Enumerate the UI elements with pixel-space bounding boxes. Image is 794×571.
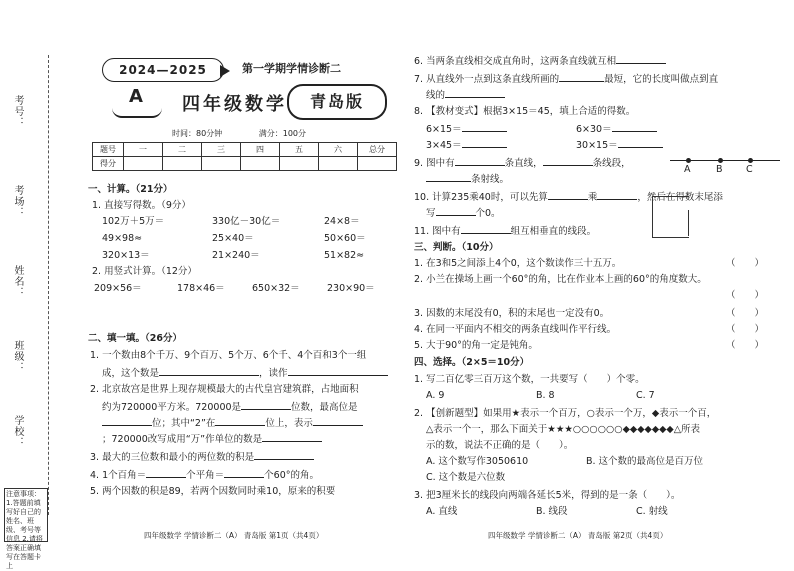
table-cell[interactable] — [202, 157, 241, 171]
answer-blank[interactable] — [426, 172, 471, 182]
name-label: 姓名： — [12, 265, 23, 298]
score-table — [92, 142, 397, 171]
text: 乘 — [587, 192, 598, 203]
table-row — [93, 157, 397, 171]
text: 11. 图中有 — [414, 226, 461, 237]
fill-q5: 5. 两个因数的积是89，若两个因数同时乘10，原来的积要 — [90, 486, 336, 497]
point-b — [718, 158, 723, 163]
point-label: C — [746, 164, 753, 175]
text: 条直线， — [504, 158, 543, 169]
calc-item: 330亿－30亿＝ — [212, 216, 281, 227]
judge-mark[interactable]: （ ） — [726, 308, 765, 319]
answer-blank[interactable] — [224, 468, 264, 478]
choice-option[interactable]: A. 直线 — [426, 506, 458, 517]
text: 6×30＝ — [576, 124, 612, 135]
fill-q7 — [414, 72, 718, 86]
judge-q2: 2. 小兰在操场上画一个60°的角，比在作业本上画的60°的角度数大。 — [414, 274, 707, 285]
answer-blank[interactable] — [616, 54, 666, 64]
section-choice-title: 四、选择。（2×5＝10分） — [414, 357, 530, 368]
fill-q3 — [90, 450, 314, 464]
table-row — [93, 143, 397, 157]
table-cell: 总分 — [358, 143, 397, 157]
text: ，然后在得数末尾添 — [637, 192, 723, 203]
choice-q2: 2. 【创新题型】如果用★表示一个百万，○表示一个万，◆表示一个百， — [414, 408, 717, 419]
fill-q8-d — [576, 138, 663, 152]
q-vertical-calc: 2. 用竖式计算。（12分） — [92, 266, 197, 277]
answer-blank[interactable] — [543, 156, 593, 166]
judge-q4: 4. 在同一平面内不相交的两条直线叫作平行线。 — [414, 324, 617, 335]
fill-q8: 8. 【教材变式】根据3×15＝45，填上合适的得数。 — [414, 106, 636, 117]
text: 约为720000平方米。720000是 — [102, 402, 242, 413]
answer-blank[interactable] — [445, 88, 505, 98]
fill-q2-cont3 — [102, 432, 322, 446]
text: 个60°的角。 — [264, 470, 319, 481]
answer-blank[interactable] — [618, 138, 663, 148]
text: 1. 在3和5之间添上4个0，这个数读作三十五万。 — [414, 258, 622, 269]
table-cell[interactable] — [124, 157, 163, 171]
fill-q9 — [414, 156, 631, 170]
calc-item: 50×60＝ — [324, 233, 366, 244]
text: 条射线。 — [471, 174, 510, 185]
exam-banner — [102, 52, 392, 124]
fill-q7-cont — [426, 88, 505, 102]
answer-blank[interactable] — [461, 224, 511, 234]
text: ，读作 — [259, 368, 288, 379]
vertical-item: 650×32＝ — [252, 283, 300, 294]
judge-mark[interactable]: （ ） — [726, 340, 765, 351]
section-fill-title: 二、填一填。（26分） — [88, 333, 182, 344]
choice-option[interactable]: C. 7 — [636, 390, 655, 401]
page-1 — [62, 0, 397, 561]
text: 位；其中“2”在 — [152, 418, 216, 429]
point-label: A — [684, 164, 691, 175]
fill-q2: 2. 北京故宫是世界上现存规模最大的古代皇宫建筑群，占地面积 — [90, 384, 359, 395]
time-limit: 时间：80分钟 — [172, 129, 223, 138]
judge-mark[interactable]: （ ） — [726, 258, 765, 269]
answer-blank[interactable] — [313, 416, 363, 426]
table-cell: 三 — [202, 143, 241, 157]
judge-mark[interactable]: （ ） — [726, 290, 765, 301]
text: 6×15＝ — [426, 124, 462, 135]
text: 最短，它的长度叫做点到直 — [604, 74, 719, 85]
text: 位上，表示 — [265, 418, 313, 429]
exam-number-label: 考号： — [12, 95, 23, 128]
text: 3. 最大的三位数和最小的两位数的积是 — [90, 452, 255, 463]
fill-q9-cont — [426, 172, 509, 186]
text: 组互相垂直的线段。 — [510, 226, 597, 237]
choice-option[interactable]: B. 这个数的最高位是百万位 — [586, 456, 704, 467]
page-footer: 四年级数学 学情诊断二（A） 青岛版 第1页（共4页） — [144, 531, 324, 540]
answer-blank[interactable] — [262, 432, 322, 442]
text: 10. 计算235乘40时，可以先算 — [414, 192, 548, 203]
fill-q4 — [90, 468, 319, 482]
point-a — [686, 158, 691, 163]
choice-q2-cont: △表示一个一，那么下面关于★★★○○○○○○◆◆◆◆◆◆◆△所表 — [426, 424, 701, 435]
calc-item: 24×8＝ — [324, 216, 360, 227]
notice-box: 注意事项：1.答题前填写好自己的姓名、班级、考号等信息 2.请将答案正确填写在答题卡上 — [4, 488, 48, 542]
calc-item: 25×40＝ — [212, 233, 254, 244]
section-calc-title: 一、计算。（21分） — [88, 184, 173, 195]
semester-title: 第一学期学情诊断二 — [242, 62, 341, 75]
vertical-item: 230×90＝ — [327, 283, 375, 294]
text: ；720000改写成用“万”作单位的数是 — [102, 434, 263, 445]
exam-room-label: 考场： — [12, 185, 23, 218]
point-label: B — [716, 164, 723, 175]
answer-blank[interactable] — [462, 122, 507, 132]
choice-option[interactable]: A. 这个数写作3050610 — [426, 456, 529, 467]
choice-q2-cont2: 示的数，说法不正确的是（ ）。 — [426, 440, 574, 451]
text: 条线段， — [592, 158, 631, 169]
answer-blank[interactable] — [241, 400, 291, 410]
calc-item: 49×98≈ — [102, 233, 143, 244]
step-figure — [652, 196, 689, 238]
fill-q8-b — [576, 122, 657, 136]
choice-option[interactable]: C. 这个数是六位数 — [426, 472, 506, 483]
text: 成，这个数是 — [102, 368, 160, 379]
answer-blank[interactable] — [559, 72, 604, 82]
text: 30×15＝ — [576, 140, 618, 151]
vertical-item: 178×46＝ — [177, 283, 225, 294]
calc-item: 320×13＝ — [102, 250, 150, 261]
point-c — [748, 158, 753, 163]
fill-q6 — [414, 54, 666, 68]
table-cell: 题号 — [93, 143, 124, 157]
answer-blank[interactable] — [102, 416, 152, 426]
arrow-icon — [220, 65, 230, 77]
text: 线的 — [426, 90, 446, 101]
school-label: 学校： — [12, 415, 23, 448]
choice-q3: 3. 把3厘米长的线段向两端各延长5米，得到的是一条（ ）。 — [414, 490, 681, 501]
answer-blank[interactable] — [548, 190, 588, 200]
answer-blank[interactable] — [288, 366, 388, 376]
text: 7. 从直线外一点到这条直线所画的 — [414, 74, 560, 85]
table-cell: 六 — [319, 143, 358, 157]
text: 个平角＝ — [186, 470, 225, 481]
answer-blank[interactable] — [455, 156, 505, 166]
answer-blank[interactable] — [612, 122, 657, 132]
choice-q1: 1. 写二百亿零三百万这个数，一共要写（ ）个零。 — [414, 374, 645, 385]
choice-option[interactable]: B. 线段 — [536, 506, 568, 517]
text: 6. 当两条直线相交成直角时，这两条直线就互相 — [414, 56, 617, 67]
table-cell: 四 — [241, 143, 280, 157]
section-judge-title: 三、判断。（10分） — [414, 242, 499, 253]
subject-title: 四年级数学 — [182, 94, 287, 115]
text: 位数，最高位是 — [291, 402, 358, 413]
choice-option[interactable]: A. 9 — [426, 390, 445, 401]
table-cell: 得分 — [93, 157, 124, 171]
table-cell[interactable] — [241, 157, 280, 171]
q-direct-calc: 1. 直接写得数。（9分） — [92, 200, 191, 211]
fill-q2-cont — [102, 400, 358, 414]
fill-q8-a — [426, 122, 507, 136]
answer-blank[interactable] — [597, 190, 637, 200]
text: 写 — [426, 208, 436, 219]
table-cell[interactable] — [319, 157, 358, 171]
text: 9. 图中有 — [414, 158, 455, 169]
calc-item: 102万＋5万＝ — [102, 216, 165, 227]
full-score: 满分：100分 — [258, 129, 307, 138]
table-cell: 一 — [124, 143, 163, 157]
page-2 — [408, 0, 790, 561]
answer-blank[interactable] — [436, 206, 476, 216]
vertical-item: 209×56＝ — [94, 283, 142, 294]
time-info — [172, 128, 340, 139]
answer-blank[interactable] — [462, 138, 507, 148]
answer-blank[interactable] — [146, 468, 186, 478]
fill-q8-c — [426, 138, 507, 152]
fill-q2-cont2 — [102, 416, 363, 430]
choice-option[interactable]: B. 8 — [536, 390, 555, 401]
judge-q5: 5. 大于90°的角一定是钝角。 — [414, 340, 538, 351]
edition-badge: 青岛版 — [287, 84, 387, 120]
fill-q10-cont — [426, 206, 501, 220]
table-cell: 五 — [280, 143, 319, 157]
choice-option[interactable]: C. 射线 — [636, 506, 668, 517]
judge-q3: 3. 因数的末尾没有0，积的末尾也一定没有0。 — [414, 308, 610, 319]
answer-blank[interactable] — [215, 416, 265, 426]
calc-item: 21×240＝ — [212, 250, 260, 261]
calc-item: 51×82≈ — [324, 250, 365, 261]
text: 个0。 — [475, 208, 501, 219]
table-cell: 二 — [163, 143, 202, 157]
cut-line — [48, 55, 49, 515]
answer-blank[interactable] — [159, 366, 259, 376]
fill-q1: 1. 一个数由8个千万、9个百万、5个万、6个千、4个百和3个一组 — [90, 350, 367, 361]
text: 3×45＝ — [426, 140, 462, 151]
table-cell[interactable] — [163, 157, 202, 171]
text: 4. 1个百角＝ — [90, 470, 147, 481]
class-label: 班级： — [12, 340, 23, 373]
fill-q1-cont — [102, 366, 388, 380]
binding-margin — [0, 0, 60, 570]
answer-blank[interactable] — [254, 450, 314, 460]
table-cell[interactable] — [358, 157, 397, 171]
judge-mark[interactable]: （ ） — [726, 324, 765, 335]
fill-q11 — [414, 224, 596, 238]
version-badge: A — [129, 86, 143, 107]
year-badge: 2024—2025 — [102, 58, 224, 82]
table-cell[interactable] — [280, 157, 319, 171]
book-icon — [112, 108, 162, 118]
page-footer: 四年级数学 学情诊断二（A） 青岛版 第2页（共4页） — [488, 531, 668, 540]
step-figure-part — [688, 210, 689, 236]
